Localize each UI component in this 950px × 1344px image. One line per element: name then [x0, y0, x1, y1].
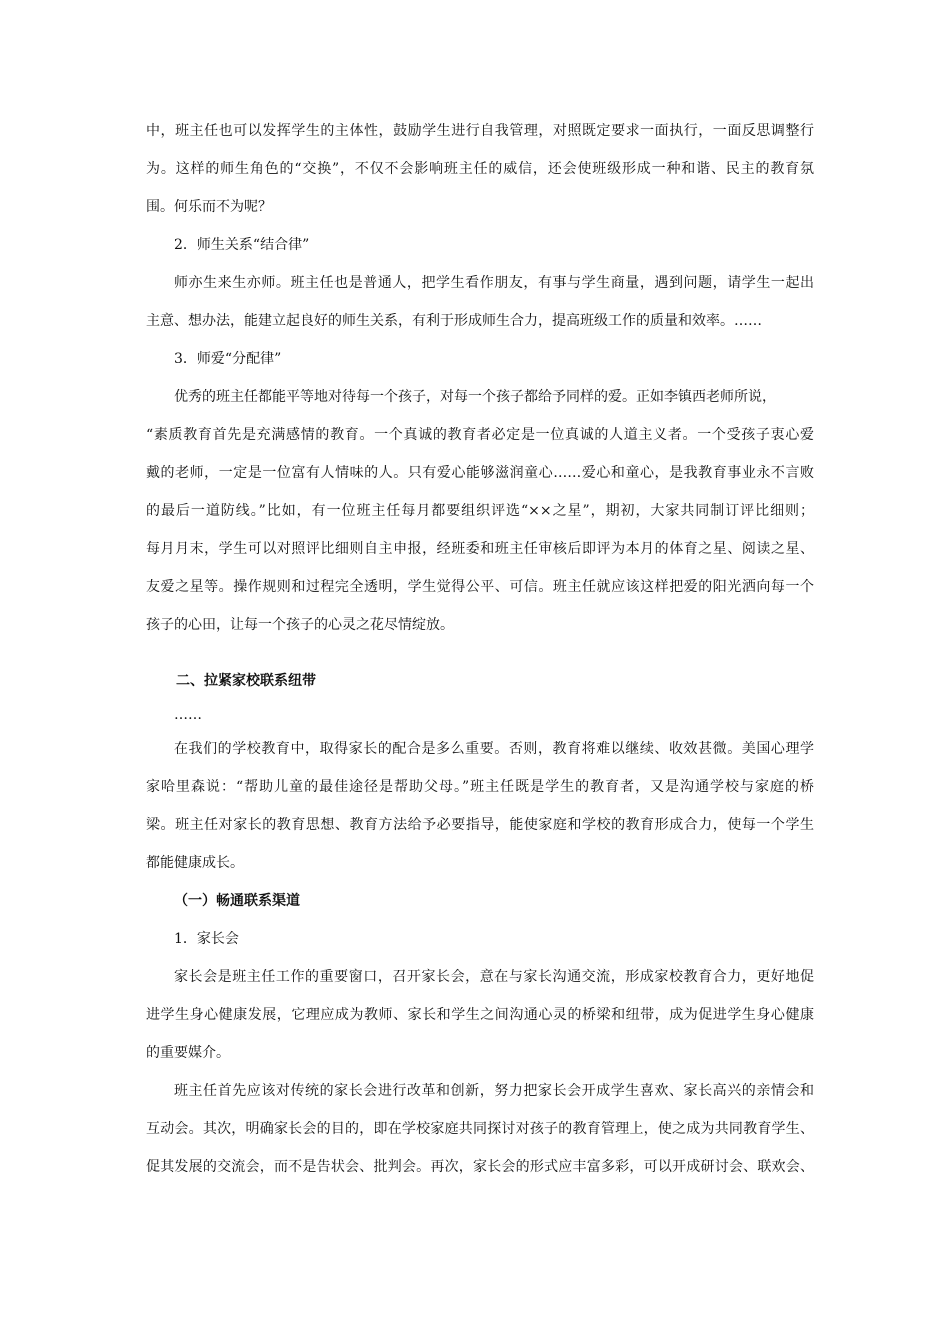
text-line: 家哈里森说：“帮助儿童的最佳途径是帮助父母。”班主任既是学生的教育者，又是沟通学校与家庭的桥 — [146, 779, 814, 795]
ellipsis: …… — [174, 707, 202, 723]
text-line: 每月月末，学生可以对照评比细则自主申报，经班委和班主任审核后即评为本月的体育之星、阅读之星、 — [146, 541, 814, 557]
subheading: 1．家长会 — [174, 931, 239, 947]
text-line: 为。这样的师生角色的“交换”，不仅不会影响班主任的威信，还会使班级形成一种和谐、民主的教育氛 — [146, 161, 814, 177]
text-line: 班主任首先应该对传统的家长会进行改革和创新，努力把家长会开成学生喜欢、家长高兴的亲情会和 — [174, 1083, 814, 1099]
text-line: 中，班主任也可以发挥学生的主体性，鼓励学生进行自我管理，对照既定要求一面执行，一面反思调整行 — [146, 123, 814, 139]
text-line: 的最后一道防线。”比如，有一位班主任每月都要组织评选“××之星”，期初，大家共同制订评比细则； — [146, 503, 814, 519]
text-line: 优秀的班主任都能平等地对待每一个孩子，对每一个孩子都给予同样的爱。正如李镇西老师所说， — [174, 389, 776, 405]
document-page — [146, 112, 814, 1186]
text-line: 进学生身心健康发展，它理应成为教师、家长和学生之间沟通心灵的桥梁和纽带，成为促进学生身心健康 — [146, 1007, 814, 1023]
text-line: 互动会。其次，明确家长会的目的，即在学校家庭共同探讨对孩子的教育管理上，使之成为共同教育学生、 — [146, 1121, 814, 1137]
section-heading: 二、拉紧家校联系纽带 — [176, 673, 316, 689]
text-line: 都能健康成长。 — [146, 855, 244, 871]
text-line: 梁。班主任对家长的教育思想、教育方法给予必要指导，能使家庭和学校的教育形成合力，使每一个学生 — [146, 817, 814, 833]
text-line: “素质教育首先是充满感情的教育。一个真诚的教育者必定是一位真诚的人道主义者。一个受孩子衷心爱 — [146, 427, 814, 443]
text-line: 围。何乐而不为呢？ — [146, 199, 272, 215]
subsection-heading: （一）畅通联系渠道 — [174, 893, 300, 909]
text-line: 在我们的学校教育中，取得家长的配合是多么重要。否则，教育将难以继续、收效甚微。美国心理学 — [174, 741, 814, 757]
text-line: 主意、想办法，能建立起良好的师生关系，有利于形成师生合力，提高班级工作的质量和效率。…… — [146, 313, 762, 329]
text-line: 师亦生来生亦师。班主任也是普通人，把学生看作朋友，有事与学生商量，遇到问题，请学生一起出 — [174, 275, 814, 291]
text-line: 促其发展的交流会，而不是告状会、批判会。再次，家长会的形式应丰富多彩，可以开成研讨会、联欢会、 — [146, 1159, 814, 1175]
subheading: 3．师爱“分配律” — [174, 351, 282, 367]
text-line: 友爱之星等。操作规则和过程完全透明，学生觉得公平、可信。班主任就应该这样把爱的阳光洒向每一个 — [146, 579, 814, 595]
text-line: 的重要媒介。 — [146, 1045, 230, 1061]
text-line: 家长会是班主任工作的重要窗口，召开家长会，意在与家长沟通交流，形成家校教育合力，更好地促 — [174, 969, 814, 985]
text-line: 孩子的心田，让每一个孩子的心灵之花尽情绽放。 — [146, 617, 454, 633]
text-line: 戴的老师，一定是一位富有人情味的人。只有爱心能够滋润童心……爱心和童心，是我教育事业永不言败 — [146, 465, 814, 481]
subheading: 2．师生关系“结合律” — [174, 237, 310, 253]
